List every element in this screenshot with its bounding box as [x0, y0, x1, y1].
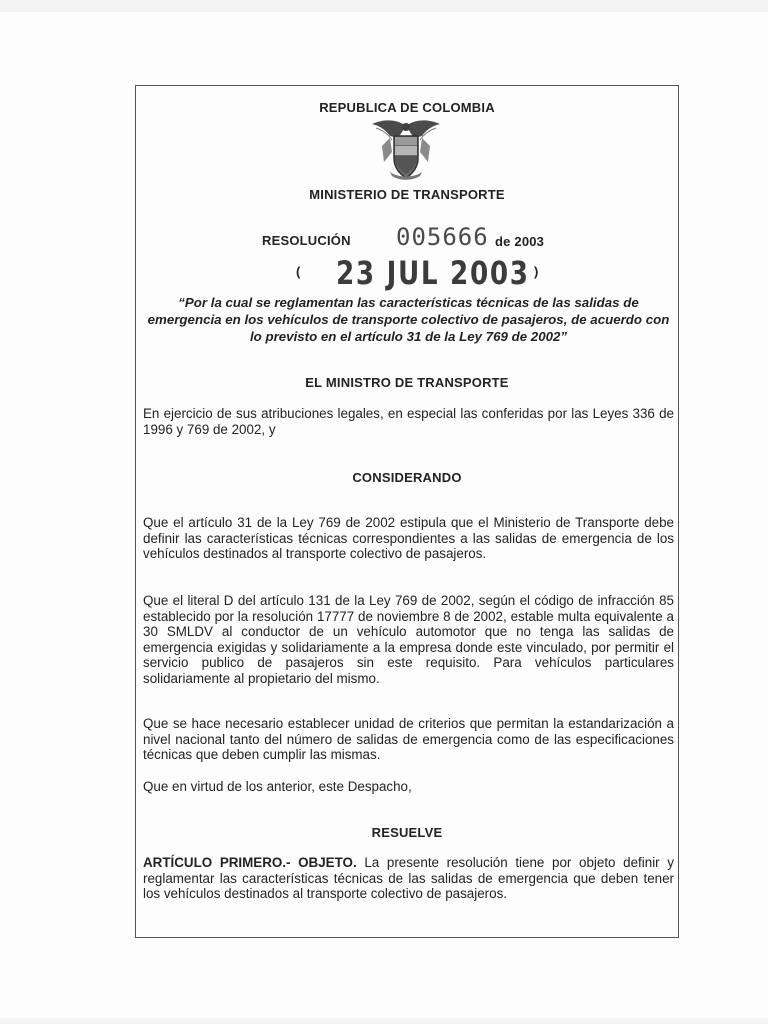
- article-one-heading: ARTÍCULO PRIMERO.- OBJETO.: [143, 855, 357, 870]
- considerando-paragraph: Que el artículo 31 de la Ley 769 de 2002 estipula que el Ministerio de Transporte debe definir las características técnicas correspondientes a las salidas de emergencia de los vehículos destinados al transporte colectivo de pasajeros.: [143, 515, 674, 561]
- considerando-paragraph: Que en virtud de los anterior, este Despacho,: [143, 779, 412, 794]
- resolution-number-stamp: 005666: [396, 223, 489, 251]
- resolution-label: RESOLUCIÓN: [262, 233, 351, 248]
- resolution-year: de 2003: [495, 234, 545, 249]
- considerando-paragraph: Que el literal D del artículo 131 de la Ley 769 de 2002, según el código de infracción 85 establecido por la resolución 17777 de noviembre 8 de 2002, estable multa equivalente a 30 SMLDV al conductor de un vehículo automotor que no tenga las salidas de emergencia exigidas y solidariamente a la empresa donde este vinculado, por permitir el servicio publico de pasajeros sin este requisito. Para vehículos particulares solidariamente al propietario del mismo.: [143, 593, 674, 686]
- ministry-heading: MINISTERIO DE TRANSPORTE: [309, 187, 505, 202]
- coat-of-arms-icon: [368, 116, 444, 184]
- resolution-subject: “Por la cual se reglamentan las características técnicas de las salidas de emergencia en los vehículos de transporte colectivo de pasajeros, de acuerdo con lo previsto en el artículo 31 de la Ley 769 de 2002”: [147, 295, 670, 344]
- date-stamp: 23 JUL 2003: [336, 254, 530, 292]
- date-paren-close: ): [534, 264, 539, 279]
- authority-text: En ejercicio de sus atribuciones legales, en especial las conferidas por las Leyes 336 de 1996 y 769 de 2002, y: [143, 406, 674, 437]
- date-paren-open: (: [296, 264, 301, 279]
- document-border: [135, 85, 679, 938]
- considerando-heading: CONSIDERANDO: [352, 470, 462, 485]
- authority-heading: EL MINISTRO DE TRANSPORTE: [305, 375, 509, 390]
- resuelve-heading: RESUELVE: [371, 825, 443, 840]
- article-one-text: La presente resolución tiene por objeto definir y reglamentar las características técnicas de las salidas de emergencia que deben tener los vehículos destinados al transporte colectivo de pasajeros.: [143, 855, 674, 901]
- considerando-paragraph: Que se hace necesario establecer unidad de criterios que permitan la estandarización a nivel nacional tanto del número de salidas de emergencia como de las especificaciones técnicas que deben cumplir las mismas.: [143, 716, 674, 762]
- country-heading: REPUBLICA DE COLOMBIA: [319, 100, 495, 115]
- article-one: [143, 855, 674, 902]
